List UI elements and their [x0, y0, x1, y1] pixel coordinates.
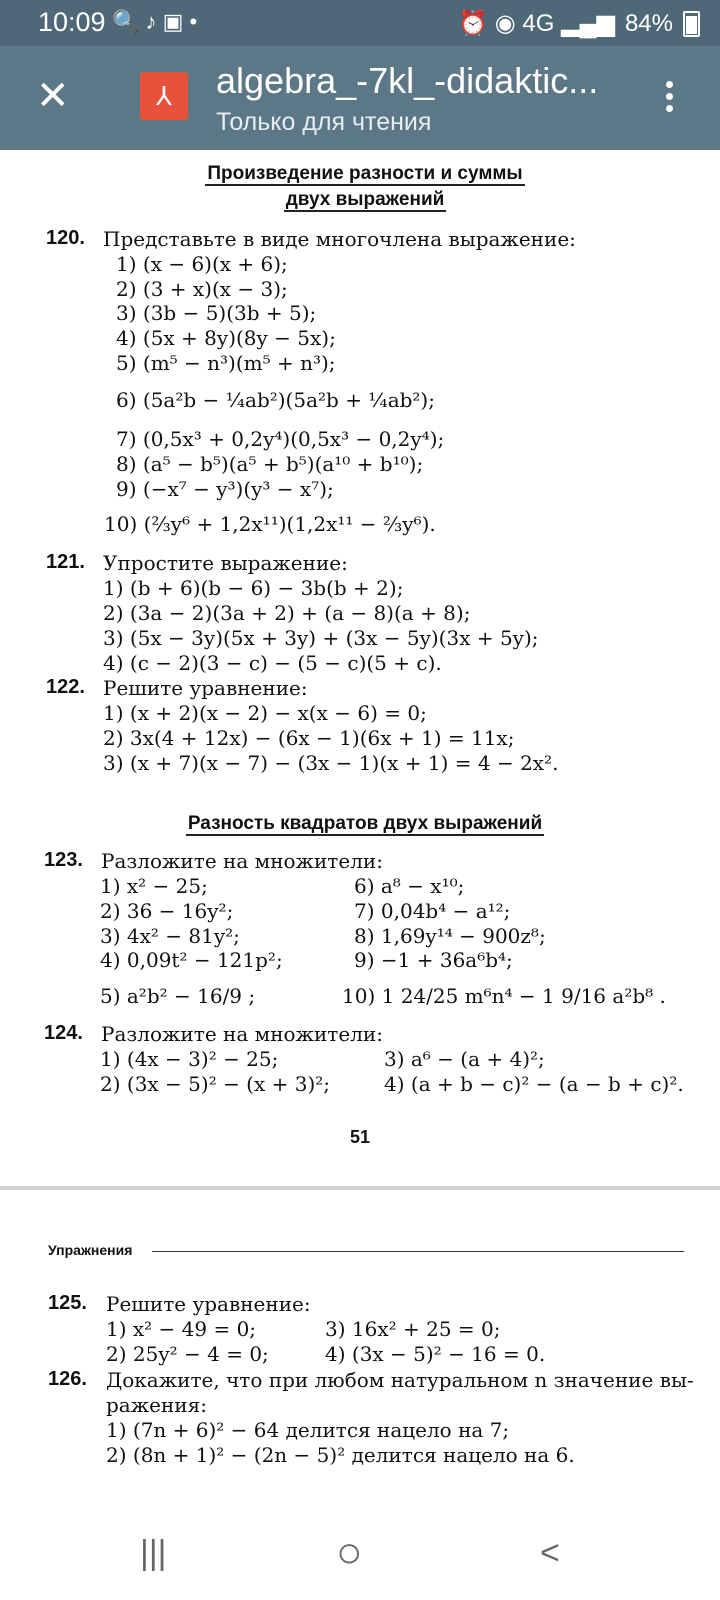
exercise-item: 4) (a + b − c)² − (a − b + c)². [384, 1072, 684, 1096]
read-only-label: Только для чтения [216, 108, 432, 136]
exercise-item: 7) (0,5x³ + 0,2y⁴)(0,5x³ − 0,2y⁴); [116, 427, 445, 451]
exercise-text: Упростите выражение: [103, 551, 348, 575]
exercise-item: 2) 36 − 16y²; [100, 899, 234, 923]
exercise-item: 1) (x + 2)(x − 2) − x(x − 6) = 0; [103, 701, 427, 725]
exercise-item: 8) 1,69y¹⁴ − 900z⁸; [354, 924, 546, 948]
section-header: Упражнения [48, 1242, 133, 1258]
recents-icon[interactable]: ||| [140, 1534, 167, 1572]
navigation-bar [0, 1512, 720, 1600]
exercise-number: 125. [48, 1292, 87, 1314]
status-time: 10:09 [38, 7, 106, 37]
status-right [458, 9, 700, 38]
exercise-text: Докажите, что при любом натуральном n значение вы- [106, 1368, 694, 1392]
exercise-item: 5) (m⁵ − n³)(m⁵ + n³); [116, 351, 336, 375]
pdf-viewer[interactable] [0, 150, 720, 1510]
exercise-item: 4) (c − 2)(3 − c) − (5 − c)(5 + c). [103, 651, 442, 675]
exercise-number: 123. [44, 849, 83, 871]
exercise-item: 10) 1 24/25 m⁶n⁴ − 1 9/16 a²b⁸ . [342, 984, 666, 1008]
page-number: 51 [349, 1127, 371, 1147]
exercise-item: 1) (4x − 3)² − 25; [100, 1047, 279, 1071]
exercise-item: 1) (7n + 6)² − 64 делится нацело на 7; [106, 1418, 510, 1442]
exercise-number: 124. [44, 1022, 83, 1044]
exercise-item: 7) 0,04b⁴ − a¹²; [354, 899, 511, 923]
exercise-number: 120. [46, 227, 85, 249]
exercise-item: 2) 25y² − 4 = 0; [106, 1342, 269, 1366]
exercise-item: 2) (8n + 1)² − (2n − 5)² делится нацело на 6. [106, 1443, 575, 1467]
pdf-icon: ⅄ [140, 72, 188, 120]
exercise-item: 1) (x − 6)(x + 6); [116, 252, 288, 276]
section-heading: Произведение разности и суммы [207, 163, 523, 184]
exercise-number: 126. [48, 1368, 87, 1390]
close-icon[interactable]: ✕ [36, 74, 70, 118]
exercise-item: 3) (x + 7)(x − 7) − (3x − 1)(x + 1) = 4 − 2x². [103, 751, 559, 775]
exercise-item: 2) (3 + x)(x − 3); [116, 277, 288, 301]
exercise-item: 3) 4x² − 81y²; [100, 924, 240, 948]
document-title: algebra_-7kl_-didaktic... [216, 60, 599, 101]
exercise-item: 6) (5a²b − ¼ab²)(5a²b + ¼ab²); [116, 388, 435, 412]
exercise-item: 6) a⁸ − x¹⁰; [354, 874, 465, 898]
battery-percent: 84% [624, 9, 673, 37]
exercise-item: 9) (−x⁷ − y³)(y³ − x⁷); [116, 477, 334, 501]
app-bar [0, 46, 720, 150]
exercise-item: 3) (3b − 5)(3b + 5); [116, 301, 317, 325]
exercise-text: Решите уравнение: [106, 1292, 311, 1316]
exercise-text: Разложите на множители: [101, 849, 383, 873]
exercise-text: ражения: [106, 1393, 207, 1417]
notification-icons: 🔍 ♪ ▣ • [112, 9, 198, 34]
exercise-item: 1) (b + 6)(b − 6) − 3b(b + 2); [103, 576, 404, 600]
exercise-item: 1) x² − 25; [100, 874, 208, 898]
exercise-item: 8) (a⁵ − b⁵)(a⁵ + b⁵)(a¹⁰ + b¹⁰); [116, 452, 424, 476]
exercise-number: 122. [46, 676, 85, 698]
exercise-item: 5) a²b² − 16/9 ; [100, 984, 256, 1008]
exercise-item: 1) x² − 49 = 0; [106, 1317, 257, 1341]
home-icon[interactable]: ○ [336, 1528, 363, 1577]
status-bar [0, 0, 720, 46]
battery-icon [683, 11, 700, 37]
page-separator [0, 1186, 720, 1190]
exercise-item: 4) (5x + 8y)(8y − 5x); [116, 326, 336, 350]
exercise-item: 3) a⁶ − (a + 4)²; [384, 1047, 545, 1071]
exercise-text: Разложите на множители: [101, 1022, 383, 1046]
exercise-item: 2) (3x − 5)² − (x + 3)²; [100, 1072, 331, 1096]
exercise-item: 10) (⅔y⁶ + 1,2x¹¹)(1,2x¹¹ − ⅔y⁶). [104, 512, 436, 536]
system-icons: ⏰ ◉ 4G ▂▄▆ [458, 10, 615, 37]
more-vertical-icon[interactable] [664, 76, 674, 117]
exercise-item: 4) (3x − 5)² − 16 = 0. [325, 1342, 546, 1366]
section-heading-3: Разность квадратов двух выражений [187, 813, 543, 834]
header-rule [152, 1251, 684, 1252]
back-icon[interactable]: < [540, 1534, 560, 1572]
exercise-item: 2) 3x(4 + 12x) − (6x − 1)(6x + 1) = 11x; [103, 726, 515, 750]
exercise-text: Решите уравнение: [103, 676, 308, 700]
section-heading-2: двух выражений [285, 189, 445, 210]
exercise-text: Представьте в виде многочлена выражение: [103, 227, 576, 251]
exercise-item: 3) (5x − 3y)(5x + 3y) + (3x − 5y)(3x + 5y); [103, 626, 539, 650]
exercise-item: 2) (3a − 2)(3a + 2) + (a − 8)(a + 8); [103, 601, 471, 625]
exercise-item: 9) −1 + 36a⁶b⁴; [354, 948, 513, 972]
exercise-item: 3) 16x² + 25 = 0; [325, 1317, 501, 1341]
exercise-number: 121. [46, 551, 85, 573]
exercise-item: 4) 0,09t² − 121p²; [100, 948, 283, 972]
